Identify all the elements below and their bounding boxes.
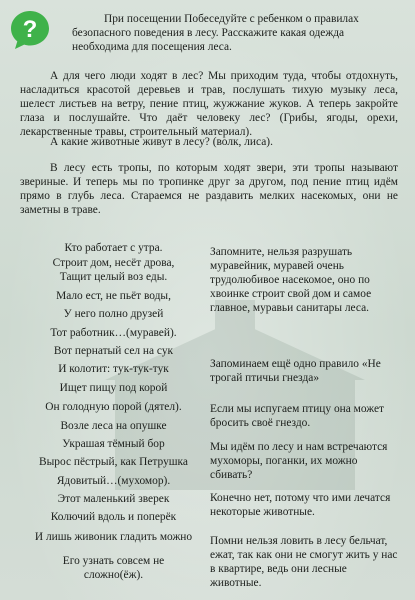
note-scare-bird: Если мы испугаем птицу она может бросить своё гнездо. xyxy=(210,403,385,429)
intro-text: При посещении Побеседуйте с ребенком о правилах безопасного поведения в лесу. Расскажите какая одежда необходима для посещения леса. xyxy=(72,13,359,53)
riddle-line: И колотит: тук-тук-тук xyxy=(58,363,169,375)
riddle-line: Тащит целый воз еды. xyxy=(59,271,168,283)
riddle-line: У него полно друзей xyxy=(63,308,164,320)
riddle-line: Ищет пищу под корой xyxy=(59,382,168,394)
riddle-line: Колючий вдоль и поперёк xyxy=(50,511,177,523)
note-dont-catch: Помни нельзя ловить в лесу бельчат, ежат, так как они не смогут жить у нас в квартире, ведь они лесные животные. xyxy=(210,535,398,589)
riddle-line: Его узнать совсем не xyxy=(62,555,165,567)
riddle-line: Тот работник…(муравей). xyxy=(50,327,177,339)
note-anthill: Запомните, нельзя разрушать муравейник, муравей очень трудолюбивое насекомое, оно по хвоинке строит свой дом и самое главное, муравьи санитары леса. xyxy=(210,246,372,314)
riddle-line: Вырос пёстрый, как Петрушка xyxy=(39,456,188,468)
riddle-line: И лишь живоник гладить можно xyxy=(34,531,193,543)
note-animals-heal: Конечно нет, потому что ими лечатся некоторые животные. xyxy=(210,492,391,518)
paragraph-why-forest: А для чего люди ходят в лес? Мы приходим туда, чтобы отдохнуть, насладиться красотой деревьев и трав, послушать тихую музыку леса, шелест листьев на ветру, пение птиц, жужжание жуков. А теперь закройте глаза и послушайте. Что даёт человеку лес? (Грибы, ягоды, орехи, лекарственные травы, строительный материал). xyxy=(20,70,398,138)
riddle-line: Он голодную порой (дятел). xyxy=(45,401,182,413)
riddle-line: Строит дом, несёт дрова, xyxy=(52,257,175,269)
riddle-line: Вот пернатый сел на сук xyxy=(53,345,174,357)
note-mushrooms: Мы идём по лесу и нам встречаются мухоморы, поганки, их можно сбивать? xyxy=(210,441,388,481)
riddle-line: Возле леса на опушке xyxy=(60,420,167,432)
svg-text:?: ? xyxy=(22,16,38,43)
paragraph-animals: А какие животные живут в лесу? (волк, лиса). xyxy=(50,136,273,148)
riddle-line: Кто работает с утра. xyxy=(64,242,163,254)
paragraph-trails: В лесу есть тропы, по которым ходят звери, эти тропы называют звериные. И теперь мы по тропинке друг за другом, под пение птиц идём прямо в глубь леса. Стараемся не раздавить мелких насекомых, они не заметны в траве. xyxy=(20,162,398,216)
riddle-line: Этот маленький зверек xyxy=(57,493,170,505)
question-bubble-icon xyxy=(8,8,52,52)
note-nest-rule: Запоминаем ещё одно правило «Не трогай птичьи гнезда» xyxy=(210,358,381,384)
riddle-line: Мало ест, не пьёт воды, xyxy=(56,290,171,302)
riddle-line: сложно(ёж). xyxy=(83,569,144,581)
riddle-line: Украшая тёмный бор xyxy=(62,438,165,450)
riddle-line: Ядовитый…(мухомор). xyxy=(56,475,171,487)
